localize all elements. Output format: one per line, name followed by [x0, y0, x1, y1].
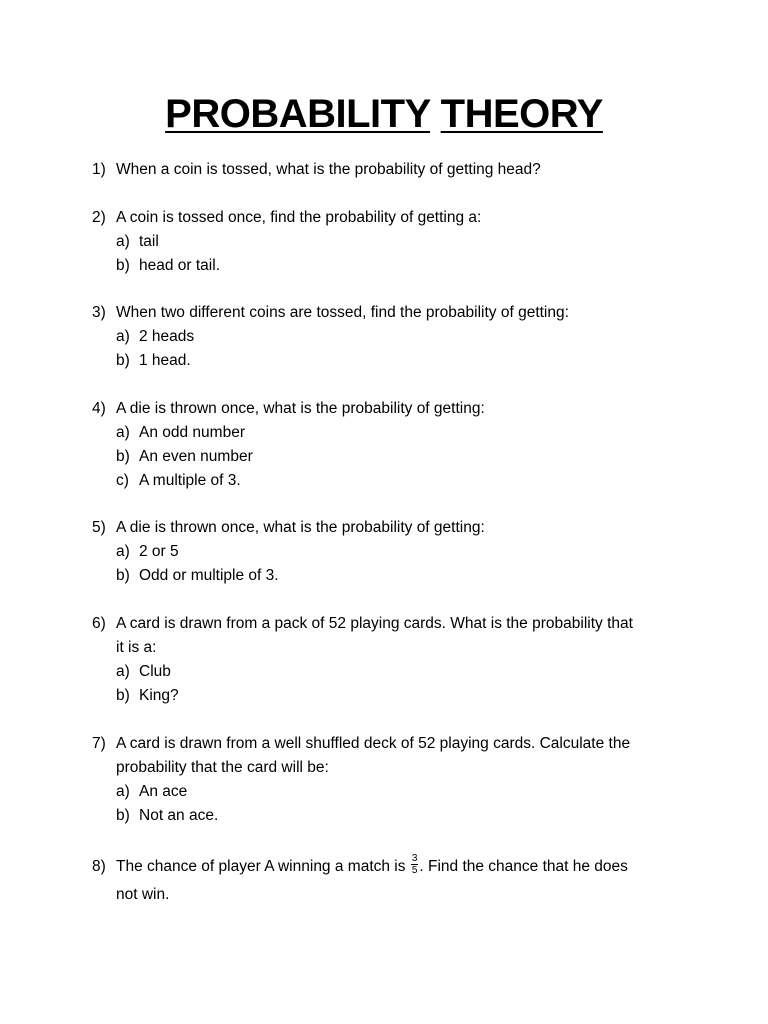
question-part — [92, 421, 692, 445]
fraction-denominator: 5 — [411, 865, 418, 877]
question-text: A coin is tossed once, find the probability of getting a: — [116, 209, 482, 226]
part-text: An ace — [139, 783, 188, 800]
part-label: b) — [116, 257, 130, 274]
question-4 — [92, 397, 692, 493]
question-6 — [92, 612, 692, 708]
part-label: a) — [116, 233, 130, 250]
question-text-after-fraction: . Find the chance that he does — [419, 858, 628, 875]
part-label: a) — [116, 328, 130, 345]
part-text: 1 head. — [139, 352, 191, 369]
question-part — [92, 564, 692, 588]
question-number: 6) — [92, 615, 106, 632]
question-number: 1) — [92, 161, 106, 178]
question-number: 7) — [92, 735, 106, 752]
part-label: c) — [116, 472, 129, 489]
question-5 — [92, 516, 692, 588]
question-3 — [92, 301, 692, 373]
question-text: A die is thrown once, what is the probability of getting: — [116, 519, 485, 536]
question-part — [92, 684, 692, 708]
question-part — [92, 254, 692, 278]
question-number: 2) — [92, 209, 106, 226]
question-7 — [92, 732, 692, 828]
part-text: An even number — [139, 448, 253, 465]
question-part — [92, 660, 692, 684]
question-text: When two different coins are tossed, find the probability of getting: — [116, 304, 569, 321]
part-text: tail — [139, 233, 159, 250]
question-text-before-fraction: The chance of player A winning a match is — [116, 858, 410, 875]
question-text — [116, 855, 628, 879]
question-number: 4) — [92, 400, 106, 417]
question-text: A card is drawn from a pack of 52 playing cards. What is the probability that — [116, 615, 633, 632]
part-text: 2 or 5 — [139, 543, 179, 560]
question-1 — [92, 158, 692, 182]
part-label: a) — [116, 783, 130, 800]
part-label: a) — [116, 543, 130, 560]
question-text: When a coin is tossed, what is the probability of getting head? — [116, 161, 541, 178]
part-text: A multiple of 3. — [139, 472, 241, 489]
part-label: a) — [116, 424, 130, 441]
part-label: b) — [116, 448, 130, 465]
part-text: 2 heads — [139, 328, 195, 345]
part-label: a) — [116, 663, 130, 680]
title-word-probability: PROBABILITY — [165, 92, 431, 136]
page-title — [0, 88, 768, 140]
question-8 — [92, 855, 692, 907]
part-text: Not an ace. — [139, 807, 219, 824]
question-text-continuation: probability that the card will be: — [116, 759, 329, 776]
part-text: Club — [139, 663, 171, 680]
question-number: 3) — [92, 304, 106, 321]
question-part — [92, 349, 692, 373]
question-part — [92, 445, 692, 469]
part-text: An odd number — [139, 424, 245, 441]
question-number: 5) — [92, 519, 106, 536]
part-text: King? — [139, 687, 179, 704]
question-part — [92, 780, 692, 804]
part-label: b) — [116, 687, 130, 704]
part-label: b) — [116, 807, 130, 824]
question-part — [92, 469, 692, 493]
part-text: Odd or multiple of 3. — [139, 567, 279, 584]
question-text-continuation: not win. — [116, 886, 170, 903]
question-part — [92, 230, 692, 254]
question-part — [92, 804, 692, 828]
question-text: A card is drawn from a well shuffled deck of 52 playing cards. Calculate the — [116, 735, 631, 752]
question-text: A die is thrown once, what is the probability of getting: — [116, 400, 485, 417]
question-2 — [92, 206, 692, 278]
part-label: b) — [116, 567, 130, 584]
title-word-theory: THEORY — [440, 92, 603, 136]
fraction-numerator: 3 — [411, 853, 418, 865]
fraction — [411, 853, 419, 876]
part-text: head or tail. — [139, 257, 220, 274]
question-part — [92, 325, 692, 349]
part-label: b) — [116, 352, 130, 369]
question-number: 8) — [92, 858, 106, 875]
question-part — [92, 540, 692, 564]
question-text-continuation: it is a: — [116, 639, 157, 656]
